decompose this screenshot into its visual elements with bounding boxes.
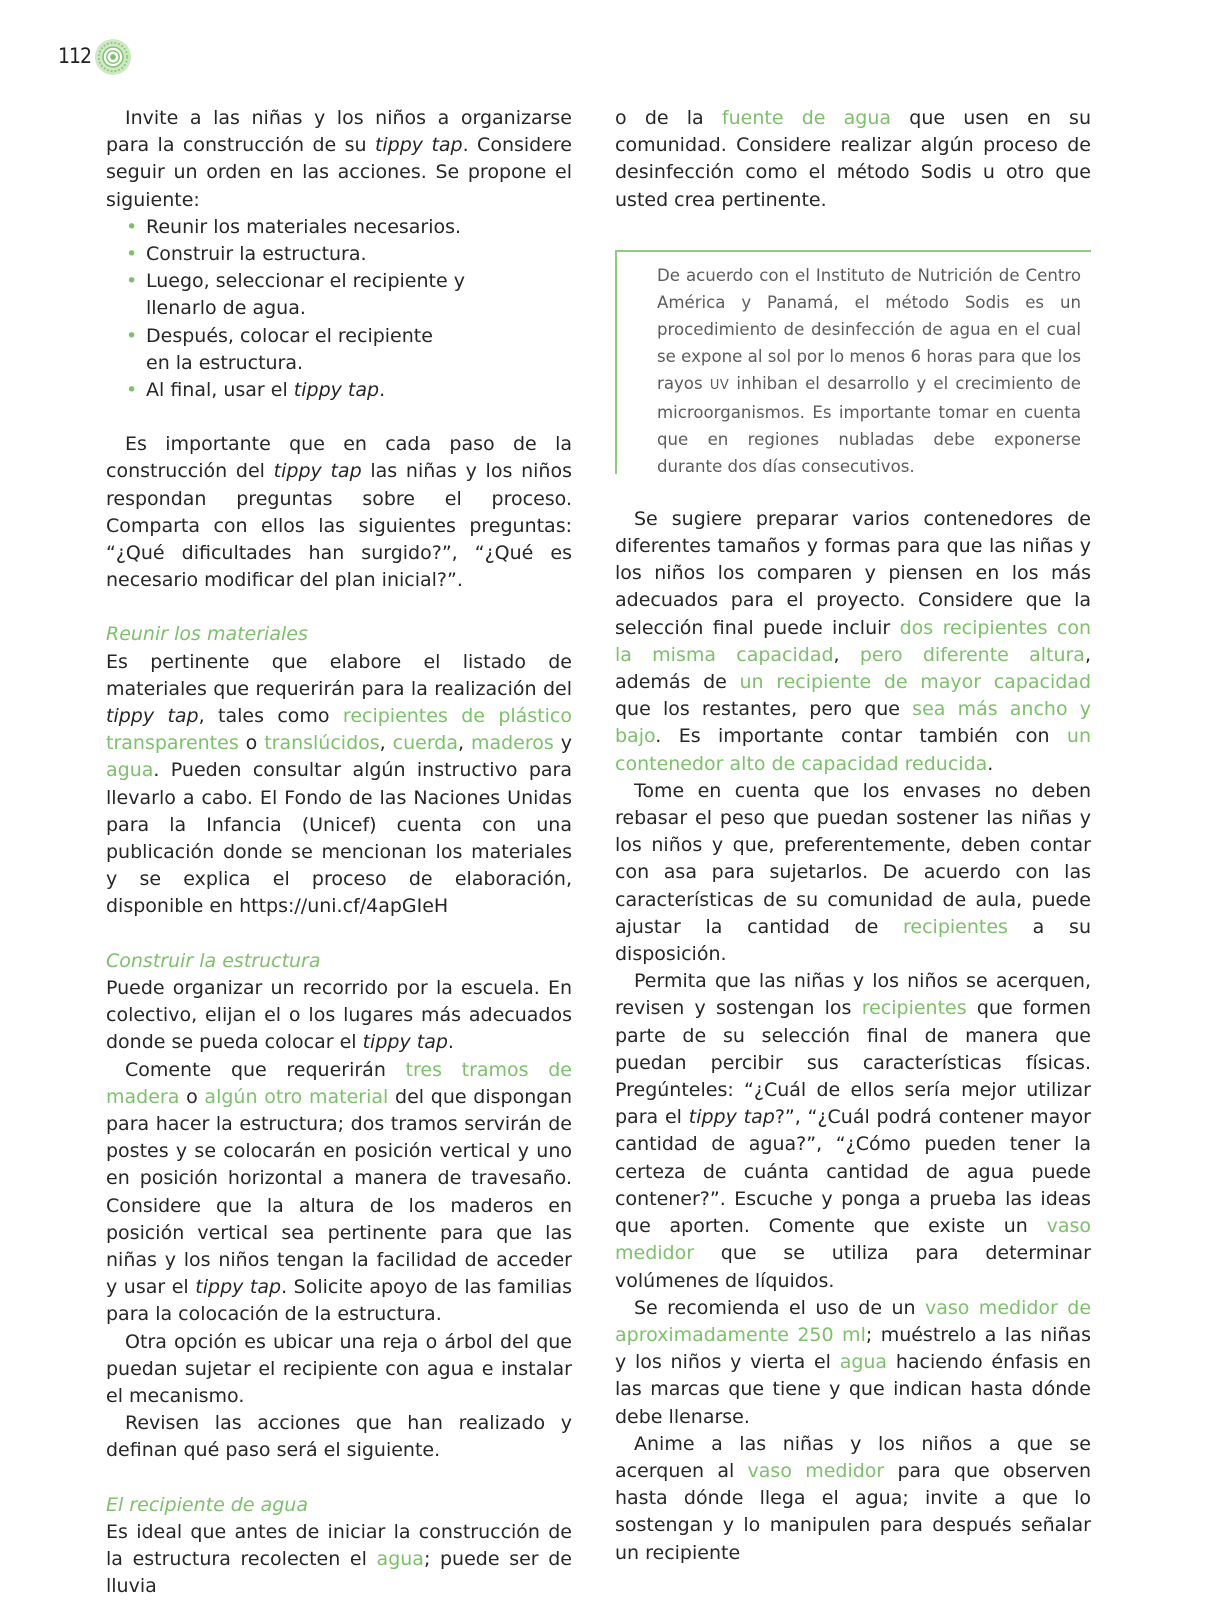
structure-paragraph: Revisen las acciones que han realizado y definan qué paso será el siguiente. [106,1412,572,1462]
note-text: De acuerdo con el Instituto de Nutrición de Centro América y Panamá, el método Sodis es un procedimiento de desinfección de agua en el cual se expone al sol por lo menos 6 horas para que los rayos UV inhiban el desarrollo y el crecimiento de microorganismos. Es importante tomar en cuenta que en regiones nubladas debe exponerse durante dos días consecutivos. [657,265,1081,476]
weight-paragraph: Tome en cuenta que los envases no deben rebasar el peso que puedan sostener las niñas y los niños y que, preferentemente, deben contar con asa para sujetarlos. De acuerdo con las características de su comunidad de aula, puede ajustar la cantidad de recipientes a su disposición. [615,779,1091,966]
containers-paragraph: Se sugiere preparar varios contenedores de diferentes tamaños y formas para que las niñas y los niños los comparen y piensen en los más adecuados para el proyecto. Considere que la selección final puede incluir dos recipientes con la misma capacidad, pero diferente altura, además de un recipiente de mayor capacidad que los restantes, pero que sea más ancho y bajo. Es importante contar también con un contenedor alto de capacidad reducida. [615,507,1092,775]
list-item: • Después, colocar el recipiente en la estructura. [126,323,572,377]
section-heading: El recipiente de agua [106,1493,308,1516]
steps-list [106,214,572,404]
water-source-paragraph: o de la fuente de agua que usen en su comunidad. Considere realizar algún proceso de desinfección como el método Sodis u otro que usted crea pertinente. [615,107,1092,211]
structure-paragraph: Otra opción es ubicar una reja o árbol del que puedan sujetar el recipiente con agua e instalar el mecanismo. [106,1330,572,1407]
intro-paragraph: Invite a las niñas y los niños a organizarse para la construcción de su tippy tap. Considere seguir un orden en las acciones. Se propone el siguiente: [106,107,572,211]
right-column [615,105,1091,1567]
sodis-note-box [615,250,1091,474]
sun-logo-icon [94,38,132,76]
structure-paragraph: Comente que requerirán tres tramos de madera o algún otro material del que dispongan para hacer la estructura; dos tramos servirán de postes y se colocarán en posición vertical y uno en posición horizontal a manera de travesaño. Considere que la altura de los maderos en posición vertical sea pertinente para que las niñas y los niños tengan la facilidad de acceder y usar el tippy tap. Solicite apoyo de las familias para la colocación de la estructura. [106,1058,572,1326]
list-item: • Reunir los materiales necesarios. [126,214,572,241]
list-item: • Luego, seleccionar el recipiente y llenarlo de agua. [126,268,572,322]
water-paragraph: Es ideal que antes de iniciar la construcción de la estructura recolecten el agua; puede ser de lluvia [106,1520,572,1598]
page-number: 112 [58,44,92,68]
list-item: • Al final, usar el tippy tap. [126,377,572,404]
questions-paragraph: Permita que las niñas y los niños se acerquen, revisen y sostengan los recipientes que formen parte de su selección final de manera que puedan percibir sus características físicas. Pregúnteles: “¿Cuál de ellos sería mejor utilizar para el tippy tap?”, “¿Cuál podrá contener mayor cantidad de agua?”, “¿Cómo pueden tener la certeza de cuánta cantidad de agua puede contener?”. Escuche y ponga a prueba las ideas que aporten. Comente que existe un vaso medidor que se utiliza para determinar volúmenes de líquidos. [615,970,1092,1292]
questions-paragraph: Es importante que en cada paso de la construcción del tippy tap las niñas y los niños respondan preguntas sobre el proceso. Comparta con ellos las siguientes preguntas: “¿Qué dificultades han surgido?”, “¿Qué es necesario modificar del plan inicial?”. [106,433,572,592]
observe-paragraph: Anime a las niñas y los niños a que se acerquen al vaso medidor para que observen hasta dónde llega el agua; invite a que lo sostengan y lo manipulen para después señalar un recipiente [615,1432,1092,1564]
measuring-cup-paragraph: Se recomienda el uso de un vaso medidor de aproximadamente 250 ml; muéstrelo a las niñas y los niños y vierta el agua haciendo énfasis en las marcas que tiene y que indican hasta dónde debe llenarse. [615,1296,1092,1428]
left-column [106,105,572,1600]
list-item: • Construir la estructura. [126,241,572,268]
materials-paragraph: Es pertinente que elabore el listado de materiales que requerirán para la realización del tippy tap, tales como recipientes de plástico transparentes o translúcidos, cuerda, maderos y agua. Pueden consultar algún instructivo para llevarlo a cabo. El Fondo de las Naciones Unidas para la Infancia (Unicef) cuenta con una publicación donde se mencionan los materiales y se explica el proceso de elaboración, disponible en https://uni.cf/4apGIeH [106,650,572,918]
section-heading: Construir la estructura [106,949,321,972]
structure-paragraph: Puede organizar un recorrido por la escuela. En colectivo, elijan el o los lugares más adecuados donde se pueda colocar el tippy tap. [106,976,572,1054]
section-heading: Reunir los materiales [106,623,308,646]
